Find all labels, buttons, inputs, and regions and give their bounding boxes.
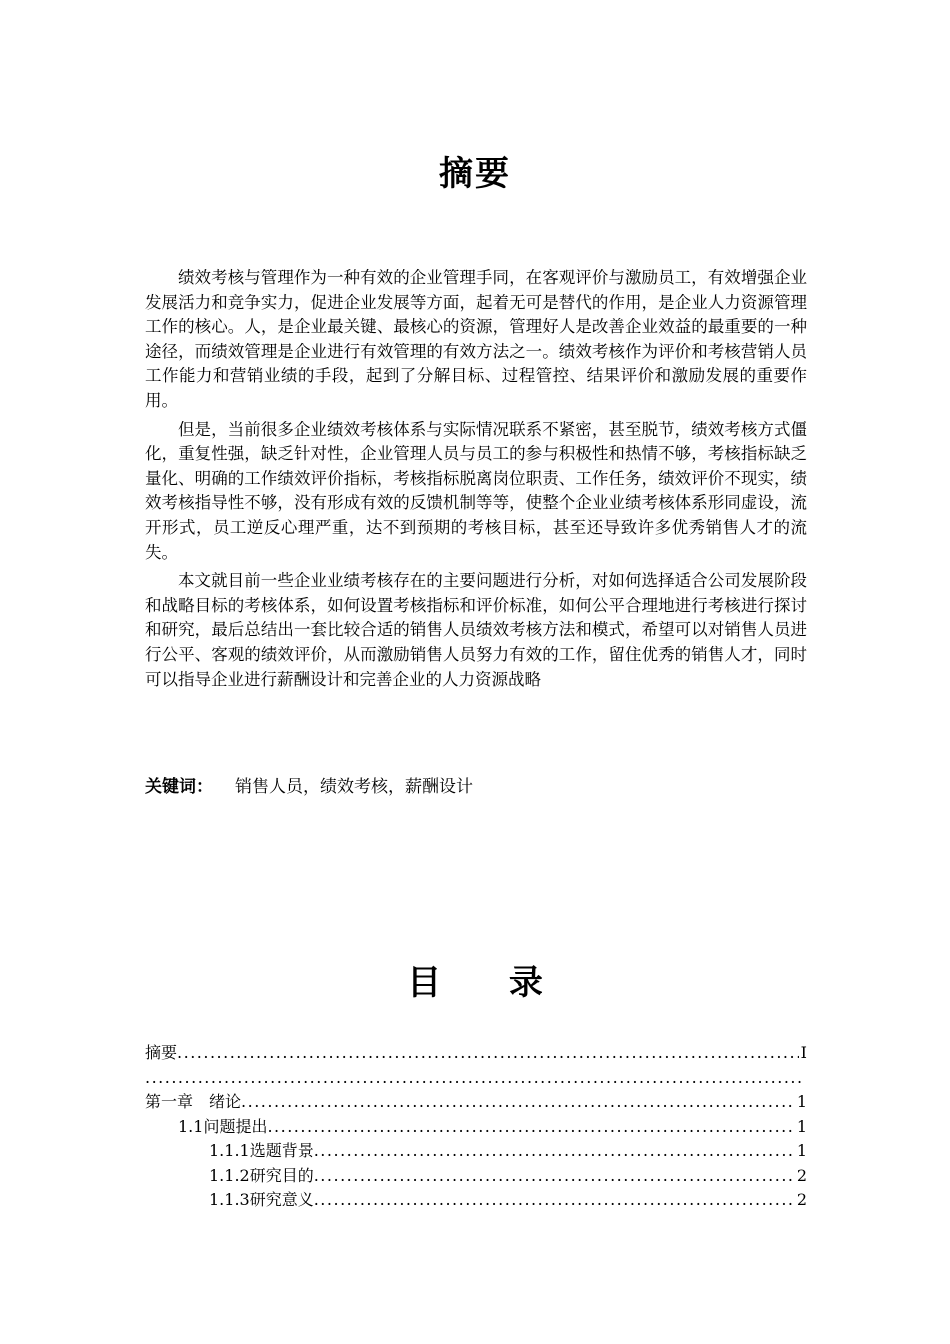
toc-entry-label: 1.1.1选题背景 — [209, 1141, 314, 1160]
toc-entry[interactable] — [145, 1090, 807, 1115]
toc-entry[interactable] — [145, 1041, 807, 1066]
toc-entry-page: 2 — [796, 1190, 807, 1209]
toc-entry-page: I — [800, 1043, 807, 1062]
toc-entry-label: 第一章 绪论 — [145, 1092, 242, 1111]
toc-entry-label: 1.1.3研究意义 — [209, 1190, 314, 1209]
abstract-paragraph: 本文就目前一些企业业绩考核存在的主要问题进行分析，对如何选择适合公司发展阶段和战略目标的考核体系，如何设置考核指标和评价标准，如何公平合理地进行考核进行探讨和研究，最后总结出一套比较合适的销售人员绩效考核方法和模式，希望可以对销售人员进行公平、客观的绩效评价，从而激励销售人员努力有效的工作，留住优秀的销售人才，同时可以指导企业进行薪酬设计和完善企业的人力资源战略 — [145, 571, 807, 689]
toc-leader-dots — [314, 1188, 795, 1213]
toc-entry-page: 1 — [796, 1092, 807, 1111]
toc-leader-dots — [145, 1066, 805, 1091]
toc-entry[interactable] — [145, 1115, 807, 1140]
toc-entry[interactable] — [145, 1139, 807, 1164]
abstract-title: 摘要 — [439, 154, 511, 194]
keywords-value: 销售人员，绩效考核，薪酬设计 — [235, 777, 473, 797]
toc-entry-label: 1.1问题提出 — [178, 1116, 268, 1136]
abstract-paragraph: 但是，当前很多企业绩效考核体系与实际情况联系不紧密，甚至脱节，绩效考核方式僵化，重复性强，缺乏针对性，企业管理人员与员工的参与积极性和热情不够，考核指标缺乏量化、明确的工作绩效评价指标，考核指标脱离岗位职责、工作任务，绩效评价不现实，绩效考核指导性不够，没有形成有效的反馈机制等等，使整个企业业绩考核体系形同虚设，流开形式，员工逆反心理严重，达不到预期的考核目标，甚至还导致许多优秀销售人才的流失。 — [145, 419, 807, 562]
toc-entry — [145, 1066, 807, 1091]
toc-leader-dots — [241, 1090, 795, 1115]
keywords-label: 关键词： — [145, 777, 213, 797]
toc-entry[interactable] — [145, 1164, 807, 1189]
abstract-body — [145, 266, 807, 696]
toc-title: 目 录 — [407, 963, 571, 1003]
toc-leader-dots — [314, 1139, 795, 1164]
toc-entry-page: 1 — [796, 1141, 807, 1160]
toc-leader-dots — [177, 1041, 799, 1066]
toc-entry-page: 1 — [796, 1116, 807, 1136]
toc-leader-dots — [267, 1115, 794, 1140]
keywords — [145, 772, 473, 797]
toc-entry[interactable] — [145, 1188, 807, 1213]
toc-entry-label: 1.1.2研究目的 — [209, 1165, 314, 1185]
toc-leader-dots — [314, 1164, 795, 1189]
abstract-paragraph: 绩效考核与管理作为一种有效的企业管理手同，在客观评价与激励员工，有效增强企业发展活力和竞争实力，促进企业发展等方面，起着无可是替代的作用，是企业人力资源管理工作的核心。人，是企业最关键、最核心的资源，管理好人是改善企业效益的最重要的一种途径，而绩效管理是企业进行有效管理的有效方法之一。绩效考核作为评价和考核营销人员工作能力和营销业绩的手段，起到了分解目标、过程管控、结果评价和激励发展的重要作用。 — [145, 268, 807, 410]
toc-entry-page: 2 — [796, 1165, 807, 1185]
toc-entry-label: 摘要 — [145, 1043, 178, 1062]
table-of-contents — [145, 1041, 807, 1213]
